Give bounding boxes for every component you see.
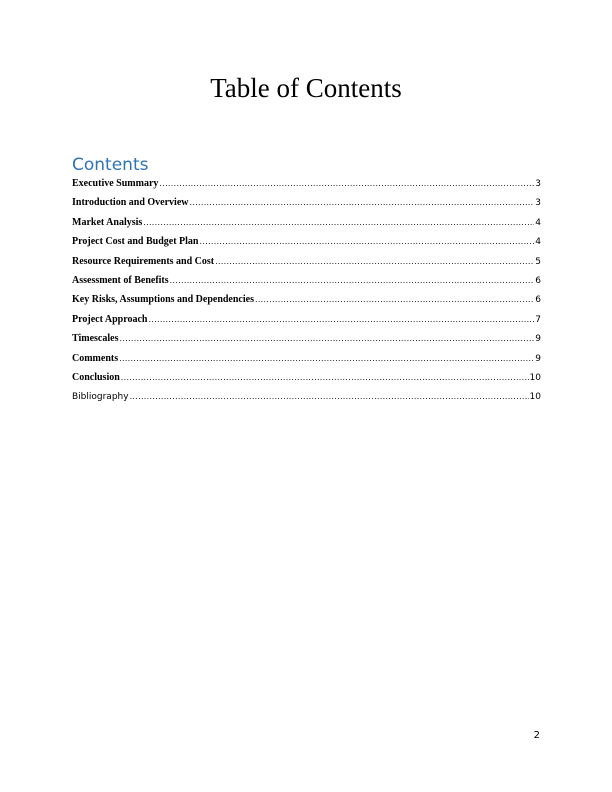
toc-entry-page: 9 [535, 334, 541, 345]
toc-entry-page: 4 [535, 217, 541, 228]
toc-entry-label: Executive Summary [72, 178, 159, 189]
toc-dot-leader [190, 193, 535, 212]
toc-entry-assessment-of-benefits[interactable] [72, 271, 541, 290]
toc-entry-resource-requirements-and-cost[interactable] [72, 252, 541, 271]
page-number: 2 [533, 730, 540, 741]
toc-entry-label: Key Risks, Assumptions and Dependencies [72, 294, 254, 306]
toc-entry-label: Timescales [72, 333, 119, 345]
toc-entry-project-cost-and-budget-plan[interactable] [72, 232, 541, 251]
toc-dot-leader [119, 349, 534, 368]
toc-dot-leader [199, 232, 534, 251]
toc-dot-leader [121, 368, 529, 387]
toc-entry-page: 9 [535, 353, 541, 364]
toc-dot-leader [143, 213, 534, 232]
toc-entry-label: Introduction and Overview [72, 197, 189, 209]
toc-dot-leader [159, 174, 534, 193]
toc-entry-label: Bibliography [72, 392, 129, 403]
toc-dot-leader [130, 387, 529, 406]
toc-dot-leader [148, 310, 534, 329]
toc-entry-label: Comments [72, 352, 119, 364]
page-title: Table of Contents [210, 73, 402, 103]
toc-entry-project-approach[interactable] [72, 310, 541, 329]
toc-entry-key-risks-assumptions-and-dependencies[interactable] [72, 290, 541, 309]
toc-entry-page: 4 [535, 237, 541, 248]
toc-entry-label: Market Analysis [72, 216, 143, 228]
toc-dot-leader [215, 252, 534, 271]
toc-entry-executive-summary[interactable] [72, 174, 541, 193]
toc-entry-page: 6 [535, 275, 541, 286]
toc-entry-label: Project Cost and Budget Plan [72, 236, 199, 248]
toc-entry-introduction-and-overview[interactable] [72, 193, 541, 212]
toc-entry-timescales[interactable] [72, 329, 541, 348]
toc-dot-leader [119, 329, 534, 348]
toc-entry-conclusion[interactable] [72, 368, 541, 387]
toc-entry-page: 6 [535, 295, 541, 306]
toc-entry-label: Resource Requirements and Cost [72, 255, 215, 267]
toc-entry-page: 3 [535, 179, 541, 189]
toc-entry-page: 10 [529, 372, 541, 383]
toc-entry-page: 7 [535, 314, 541, 325]
toc-entry-market-analysis[interactable] [72, 213, 541, 232]
toc-entry-page: 5 [535, 256, 541, 267]
toc-entry-page: 10 [529, 392, 541, 403]
toc-entry-comments[interactable] [72, 349, 541, 368]
toc-entry-label: Project Approach [72, 313, 148, 325]
toc-heading: Contents [72, 155, 149, 175]
toc-entry-page: 3 [535, 198, 541, 209]
toc-dot-leader [255, 290, 534, 309]
toc-list [72, 174, 541, 407]
toc-dot-leader [170, 271, 535, 290]
toc-entry-label: Conclusion [72, 371, 120, 383]
toc-entry-bibliography[interactable] [72, 387, 541, 406]
toc-entry-label: Assessment of Benefits [72, 274, 169, 286]
